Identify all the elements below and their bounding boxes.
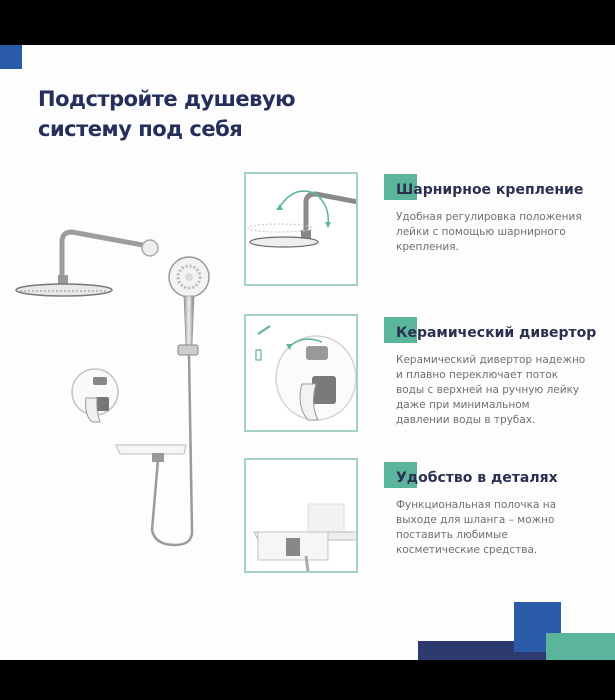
feature-description: Керамический дивертор надежно и плавно переключает поток воды с верхней на ручную лейку даже при минимальном давлении воды в трубах. [396, 354, 586, 426]
feature-title: Шарнирное крепление [396, 182, 584, 198]
feature-details [384, 468, 614, 558]
title-line-2: систему под себя [38, 117, 243, 141]
diverter-mixer-icon [246, 316, 356, 430]
feature-image-pivot-mount [244, 172, 358, 286]
shower-system-image [0, 210, 240, 590]
corner-blue-square [0, 45, 22, 69]
shelf-hose-outlet-icon [246, 460, 356, 571]
feature-description: Удобная регулировка положения лейки с помощью шарнирного крепления. [396, 211, 582, 253]
page-title [38, 84, 295, 144]
feature-description: Функциональная полочка на выходе для шланга – можно поставить любимые косметические средства. [396, 499, 557, 556]
feature-pivot-mount [384, 180, 614, 255]
feature-ceramic-diverter [384, 323, 614, 428]
feature-title: Керамический дивертор [396, 325, 597, 341]
feature-image-shelf [244, 458, 358, 573]
pivot-shower-head-icon [246, 174, 356, 284]
feature-image-ceramic-diverter [244, 314, 358, 432]
top-black-bar [0, 0, 615, 45]
title-line-1: Подстройте душевую [38, 87, 296, 111]
deco-teal-block [546, 633, 615, 661]
feature-title: Удобство в деталях [396, 470, 558, 486]
bottom-black-bar [0, 660, 615, 700]
